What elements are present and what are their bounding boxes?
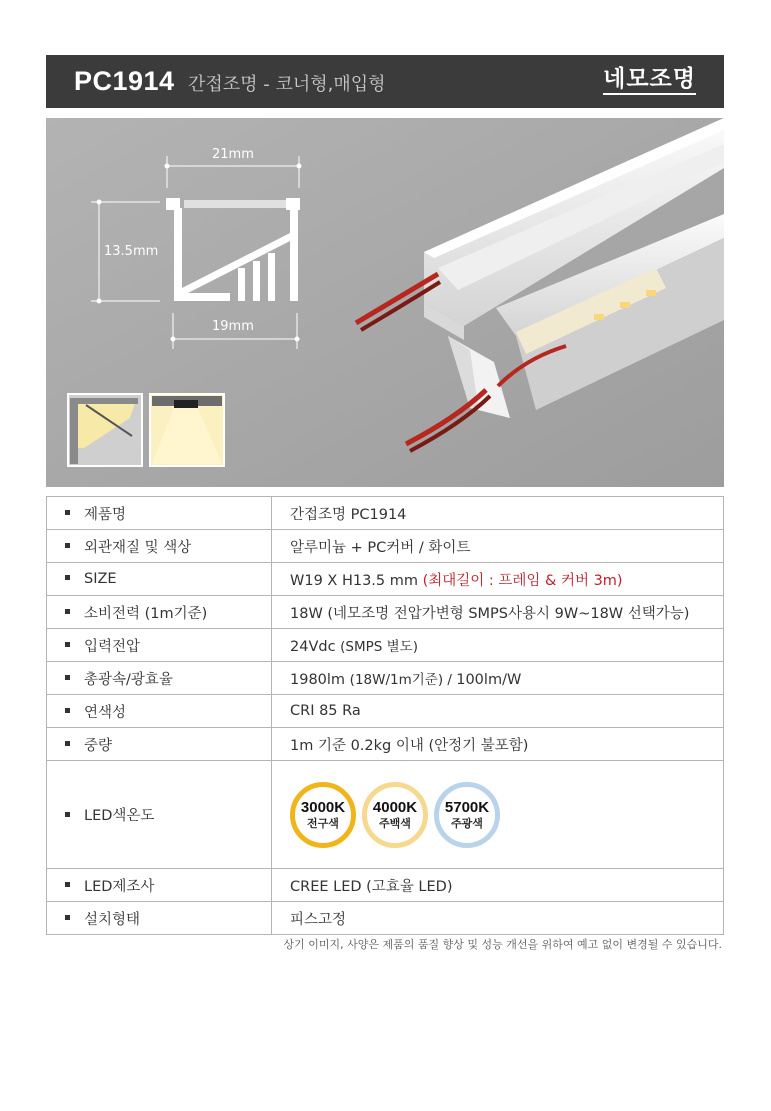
product-subtitle: 간접조명 - 코너형,매입형 bbox=[188, 74, 386, 95]
brand-logo: 네모조명 bbox=[603, 66, 696, 95]
bullet bbox=[65, 741, 70, 746]
spec-row bbox=[47, 629, 724, 662]
title-bar bbox=[46, 55, 724, 108]
dim-height: 13.5mm bbox=[104, 244, 159, 259]
cct-name: 주백색 bbox=[379, 816, 411, 830]
spec-note: (18W/1m기준) / bbox=[349, 672, 457, 688]
spec-label: 연색성 bbox=[84, 704, 127, 721]
spec-row bbox=[47, 662, 724, 695]
model-name: PC1914 bbox=[74, 66, 175, 96]
spec-row bbox=[47, 530, 724, 563]
cct-temp: 4000K bbox=[372, 798, 418, 816]
cct-badge bbox=[290, 782, 356, 848]
bullet bbox=[65, 609, 70, 614]
spec-value: 24Vdc bbox=[290, 639, 341, 655]
spec-row bbox=[47, 497, 724, 530]
bullet bbox=[65, 543, 70, 548]
spec-label: 총광속/광효율 bbox=[84, 671, 173, 688]
spec-row-cct bbox=[47, 761, 724, 869]
spec-label: LED제조사 bbox=[84, 878, 155, 895]
spec-note: (SMPS 별도) bbox=[340, 639, 418, 655]
dim-width-top: 21mm bbox=[212, 147, 254, 162]
spec-note: (최대길이 : 프레임 & 커버 3m) bbox=[422, 572, 623, 589]
spec-value: 알루미늄 + PC커버 / 화이트 bbox=[290, 539, 471, 556]
spec-label: 외관재질 및 색상 bbox=[84, 539, 192, 556]
bullet bbox=[65, 708, 70, 713]
product-illustration bbox=[46, 118, 724, 487]
spec-label: 입력전압 bbox=[84, 638, 141, 655]
spec-value: 1980lm bbox=[290, 672, 350, 688]
bullet bbox=[65, 675, 70, 680]
spec-row bbox=[47, 596, 724, 629]
spec-label: 중량 bbox=[84, 737, 113, 754]
spec-row bbox=[47, 902, 724, 935]
spec-value: CREE LED (고효율 LED) bbox=[290, 878, 453, 895]
spec-value-2: 100lm/W bbox=[456, 672, 522, 688]
cct-badge bbox=[434, 782, 500, 848]
spec-row bbox=[47, 695, 724, 728]
thumb-corner bbox=[68, 394, 142, 466]
spec-label: SIZE bbox=[84, 571, 117, 587]
spec-table bbox=[46, 496, 724, 935]
spec-row bbox=[47, 563, 724, 596]
cct-temp: 5700K bbox=[444, 798, 490, 816]
spec-value: 18W (네모조명 전압가변형 SMPS사용시 9W~18W 선택가능) bbox=[290, 605, 690, 622]
cct-temp: 3000K bbox=[300, 798, 346, 816]
spec-label: 설치형태 bbox=[84, 911, 141, 928]
spec-label: LED색온도 bbox=[84, 808, 155, 824]
spec-value: 피스고정 bbox=[290, 911, 347, 928]
bullet bbox=[65, 642, 70, 647]
color-temp-badges bbox=[290, 782, 723, 848]
cct-name: 주광색 bbox=[451, 816, 483, 830]
spec-label: 제품명 bbox=[84, 506, 127, 523]
bullet bbox=[65, 882, 70, 887]
spec-row bbox=[47, 728, 724, 761]
spec-row bbox=[47, 869, 724, 902]
spec-value: 간접조명 PC1914 bbox=[290, 506, 407, 523]
dim-width-bottom: 19mm bbox=[212, 319, 254, 334]
spec-value: CRI 85 Ra bbox=[290, 703, 361, 719]
spec-value: W19 X H13.5 mm bbox=[290, 572, 423, 589]
cct-badge bbox=[362, 782, 428, 848]
bullet bbox=[65, 915, 70, 920]
bullet bbox=[65, 510, 70, 515]
cct-name: 전구색 bbox=[307, 816, 339, 830]
disclaimer-note: 상기 이미지, 사양은 제품의 품질 향상 및 성능 개선을 위하여 예고 없이 변경될 수 있습니다. bbox=[283, 938, 722, 951]
thumb-recessed bbox=[150, 394, 224, 466]
spec-label: 소비전력 (1m기준) bbox=[84, 605, 208, 622]
bullet bbox=[65, 812, 70, 817]
bullet bbox=[65, 575, 70, 580]
product-image bbox=[46, 118, 724, 487]
spec-value: 1m 기준 0.2kg 이내 (안정기 불포함) bbox=[290, 737, 529, 754]
